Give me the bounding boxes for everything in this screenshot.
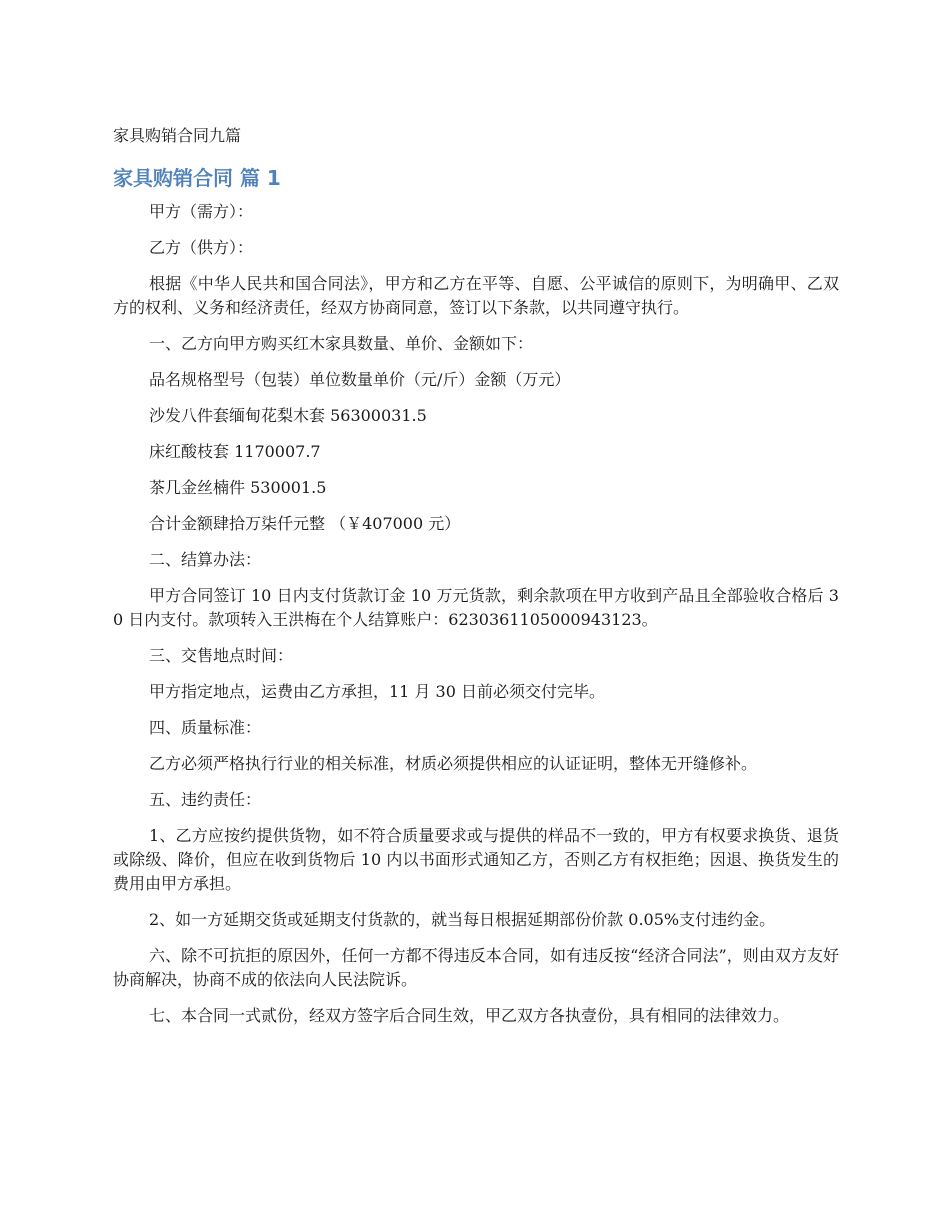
clause-7-paragraph: 七、本合同一式贰份，经双方签字后合同生效，甲乙双方各执壹份，具有相同的法律效力。 [149,1006,790,1025]
total-amount-line: 合计金额肆拾万柒仟元整 （￥407000 元） [149,514,461,533]
product-table-header: 品名规格型号（包装）单位数量单价（元/斤）金额（万元） [149,370,571,389]
quality-paragraph: 乙方必须严格执行行业的相关标准，材质必须提供相应的认证证明，整体无开缝修补。 [149,754,758,773]
clause-1-heading: 一、乙方向甲方购买红木家具数量、单价、金额如下： [149,334,534,353]
clause-4-heading: 四、质量标准： [149,718,262,737]
section-heading: 家具购销合同 篇 1 [113,166,281,190]
product-line-sofa: 沙发八件套缅甸花梨木套 56300031.5 [149,406,427,425]
settlement-paragraph: 甲方合同签订 10 日内支付货款订金 10 万元货款，剩余款项在甲方收到产品且全部验收合格后 30 日内支付。款项转入王洪梅在个人结算账户：6230361105000943123。 [113,586,839,629]
party-b-line: 乙方（供方）： [149,238,254,257]
preamble-paragraph: 根据《中华人民共和国合同法》，甲方和乙方在平等、自愿、公平诚信的原则下，为明确甲、乙双方的权利、义务和经济责任，经双方协商同意，签订以下条款，以共同遵守执行。 [113,274,839,317]
clause-3-heading: 三、交售地点时间： [149,646,294,665]
liability-item-2: 2、如一方延期交货或延期支付货款的，就当每日根据延期部份价款 0.05%支付违约金。 [149,910,776,929]
contract-body [113,200,839,1040]
liability-item-1: 1、乙方应按约提供货物，如不符合质量要求或与提供的样品不一致的，甲方有权要求换货、退货或除级、降价，但应在收到货物后 10 内以书面形式通知乙方，否则乙方有权拒绝；因退、换货发生的费用由甲方承担。 [113,826,839,893]
delivery-paragraph: 甲方指定地点，运费由乙方承担，11 月 30 日前必须交付完毕。 [149,682,605,701]
clause-2-heading: 二、结算办法： [149,550,262,569]
product-line-bed: 床红酸枝套 1170007.7 [149,442,321,461]
clause-6-paragraph: 六、除不可抗拒的原因外，任何一方都不得违反本合同，如有违反按“经济合同法”，则由双方友好协商解决，协商不成的依法向人民法院诉。 [113,946,839,989]
clause-5-heading: 五、违约责任： [149,790,262,809]
party-a-line: 甲方（需方）： [149,202,254,221]
product-line-tea-table: 茶几金丝楠件 530001.5 [149,478,327,497]
document-title: 家具购销合同九篇 [113,126,242,145]
